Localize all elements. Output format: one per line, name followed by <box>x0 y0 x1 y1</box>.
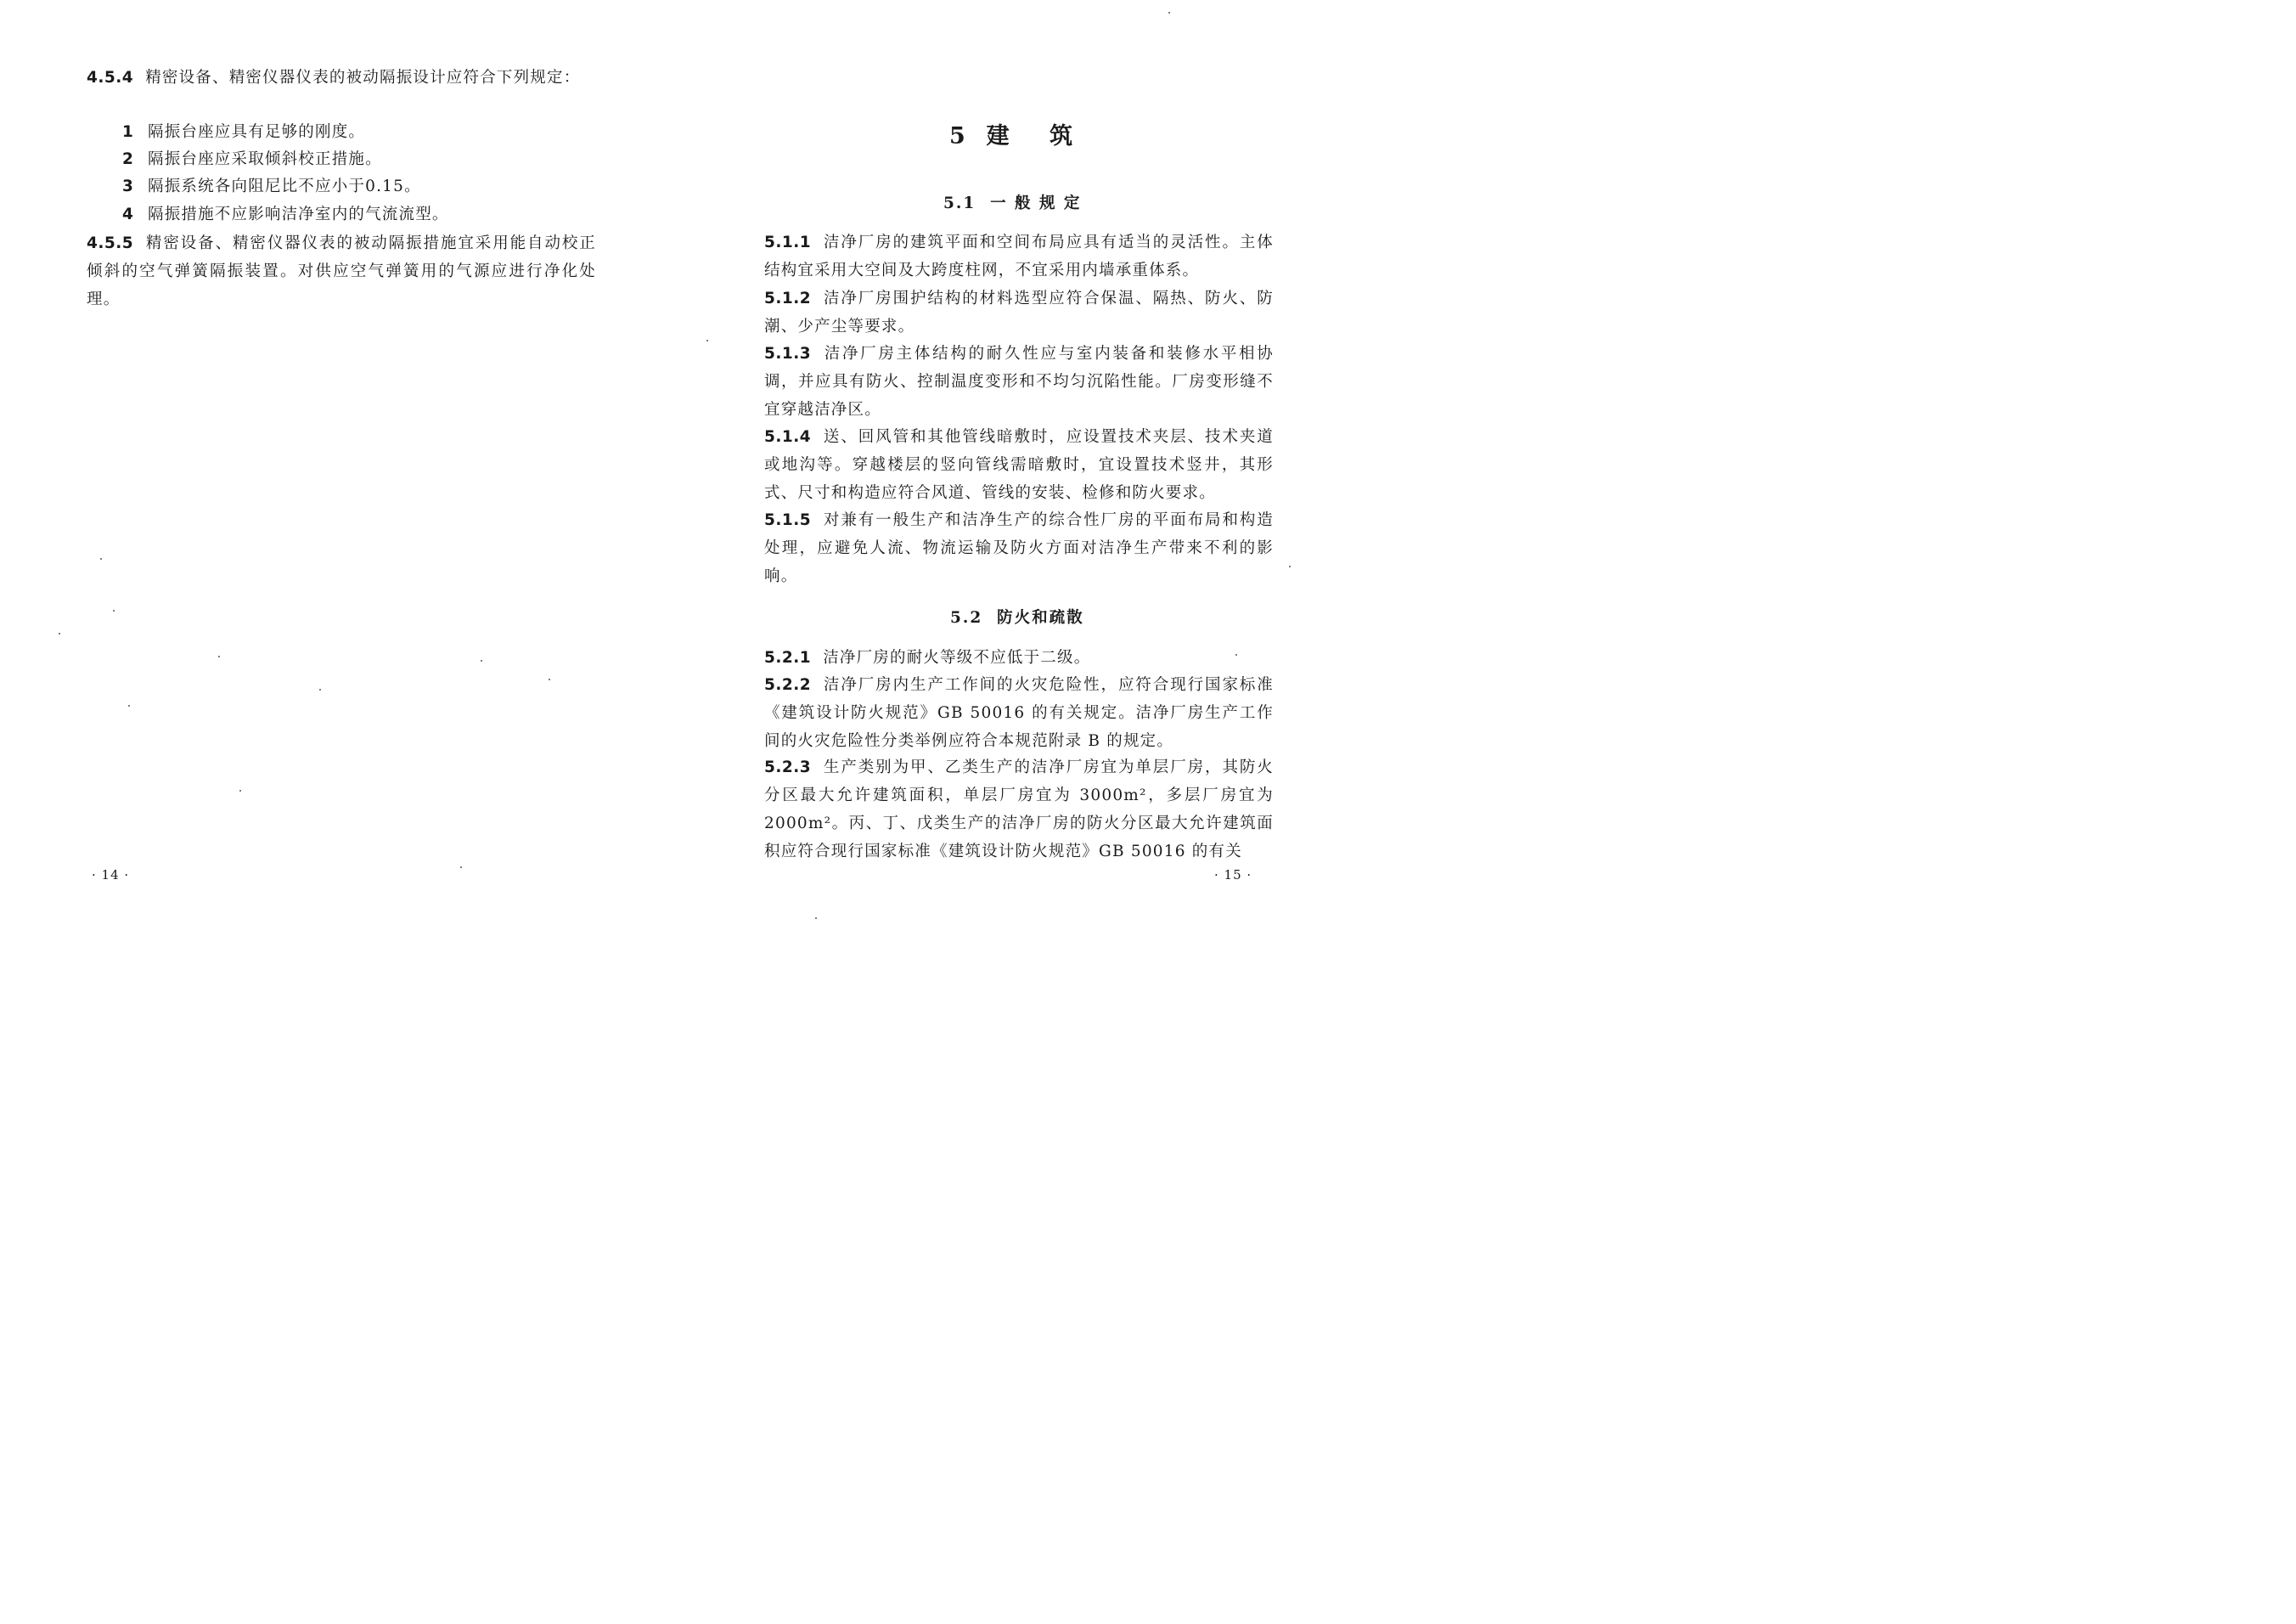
clause-text: 送、回风管和其他管线暗敷时，应设置技术夹层、技术夹道或地沟等。穿越楼层的竖向管线需暗敷时，宜设置技术竖井，其形式、尺寸和构造应符合风道、管线的安装、检修和防火要求。 <box>764 428 1274 502</box>
clause-number: 5.1.4 <box>764 428 812 446</box>
scan-speck <box>59 633 60 634</box>
clause-number: 5.1.3 <box>764 345 812 363</box>
clause-number: 5.2.1 <box>764 649 812 667</box>
clause-number: 5.2.2 <box>764 676 812 694</box>
scan-speck <box>239 790 241 792</box>
list-item <box>122 118 598 146</box>
scan-speck <box>128 705 130 707</box>
scan-speck <box>218 656 220 657</box>
item-number: 4 <box>122 206 135 223</box>
clause-5-1-1 <box>764 228 1274 285</box>
clause-number: 5.1.1 <box>764 234 812 251</box>
section-title-5-1: 5.1 一 般 规 定 <box>943 195 1082 212</box>
clause-4-5-4 <box>87 64 596 92</box>
clause-5-2-1 <box>764 644 1274 672</box>
item-number: 3 <box>122 178 135 195</box>
page-number: · 14 · <box>92 867 130 882</box>
page-number: · 15 · <box>1214 867 1252 882</box>
scan-speck <box>100 558 102 560</box>
scan-speck <box>549 679 550 680</box>
clause-number: 5.2.3 <box>764 758 812 776</box>
scan-speck <box>319 689 321 691</box>
scan-speck <box>815 917 817 919</box>
clause-number: 5.1.5 <box>764 511 812 529</box>
clause-4-5-5 <box>87 229 596 313</box>
list-item <box>122 200 598 228</box>
clause-number: 5.1.2 <box>764 290 812 307</box>
item-text: 隔振措施不应影响洁净室内的气流流型。 <box>148 206 449 223</box>
clause-text: 洁净厂房主体结构的耐久性应与室内装备和装修水平相协调，并应具有防火、控制温度变形和不均匀沉陷性能。厂房变形缝不宜穿越洁净区。 <box>764 345 1274 419</box>
item-text: 隔振台座应具有足够的刚度。 <box>148 123 366 141</box>
scan-speck <box>460 866 462 868</box>
clause-text: 精密设备、精密仪器仪表的被动隔振措施宜采用能自动校正倾斜的空气弹簧隔振装置。对供应空气弹簧用的气源应进行净化处理。 <box>87 234 596 308</box>
list-item <box>122 172 598 200</box>
scan-speck <box>706 340 708 341</box>
clause-text: 精密设备、精密仪器仪表的被动隔振设计应符合下列规定： <box>145 69 581 87</box>
scan-speck <box>1168 12 1170 14</box>
clause-text: 生产类别为甲、乙类生产的洁净厂房宜为单层厂房，其防火分区最大允许建筑面积，单层厂房宜为 3000m²，多层厂房宜为 2000m²。丙、丁、戊类生产的洁净厂房的防火分区最大允许建筑面积应符合现行国家标准《建筑设计防火规范》GB 50016 的有关 <box>764 758 1274 860</box>
item-text: 隔振系统各向阻尼比不应小于0.15。 <box>148 178 421 195</box>
chapter-title: 5 建 筑 <box>949 123 1075 149</box>
clause-text: 洁净厂房内生产工作间的火灾危险性，应符合现行国家标准《建筑设计防火规范》GB 50016 的有关规定。洁净厂房生产工作间的火灾危险性分类举例应符合本规范附录 B 的规定。 <box>764 676 1274 750</box>
clause-5-2-3 <box>764 753 1274 866</box>
clause-text: 洁净厂房的耐火等级不应低于二级。 <box>823 649 1091 667</box>
clause-number: 4.5.4 <box>87 69 134 87</box>
scan-speck <box>481 660 482 662</box>
item-number: 1 <box>122 123 135 141</box>
scan-speck <box>113 610 115 612</box>
section-title-5-2: 5.2 防火和疏散 <box>950 609 1084 627</box>
clause-5-1-2 <box>764 285 1274 341</box>
clause-5-1-3 <box>764 340 1274 424</box>
item-number: 2 <box>122 150 135 168</box>
clause-number: 4.5.5 <box>87 234 134 252</box>
clause-5-1-5 <box>764 506 1274 590</box>
clause-5-1-4 <box>764 423 1274 507</box>
item-text: 隔振台座应采取倾斜校正措施。 <box>148 150 382 168</box>
clause-text: 对兼有一般生产和洁净生产的综合性厂房的平面布局和构造处理，应避免人流、物流运输及防火方面对洁净生产带来不利的影响。 <box>764 511 1274 585</box>
scan-speck <box>1235 654 1237 656</box>
scan-speck <box>1289 566 1291 567</box>
clause-text: 洁净厂房围护结构的材料选型应符合保温、隔热、防火、防潮、少产尘等要求。 <box>764 290 1274 336</box>
clause-text: 洁净厂房的建筑平面和空间布局应具有适当的灵活性。主体结构宜采用大空间及大跨度柱网，不宜采用内墙承重体系。 <box>764 234 1274 279</box>
list-item <box>122 145 598 173</box>
left-page <box>0 0 656 929</box>
right-page <box>656 0 1314 929</box>
clause-5-2-2 <box>764 671 1274 755</box>
